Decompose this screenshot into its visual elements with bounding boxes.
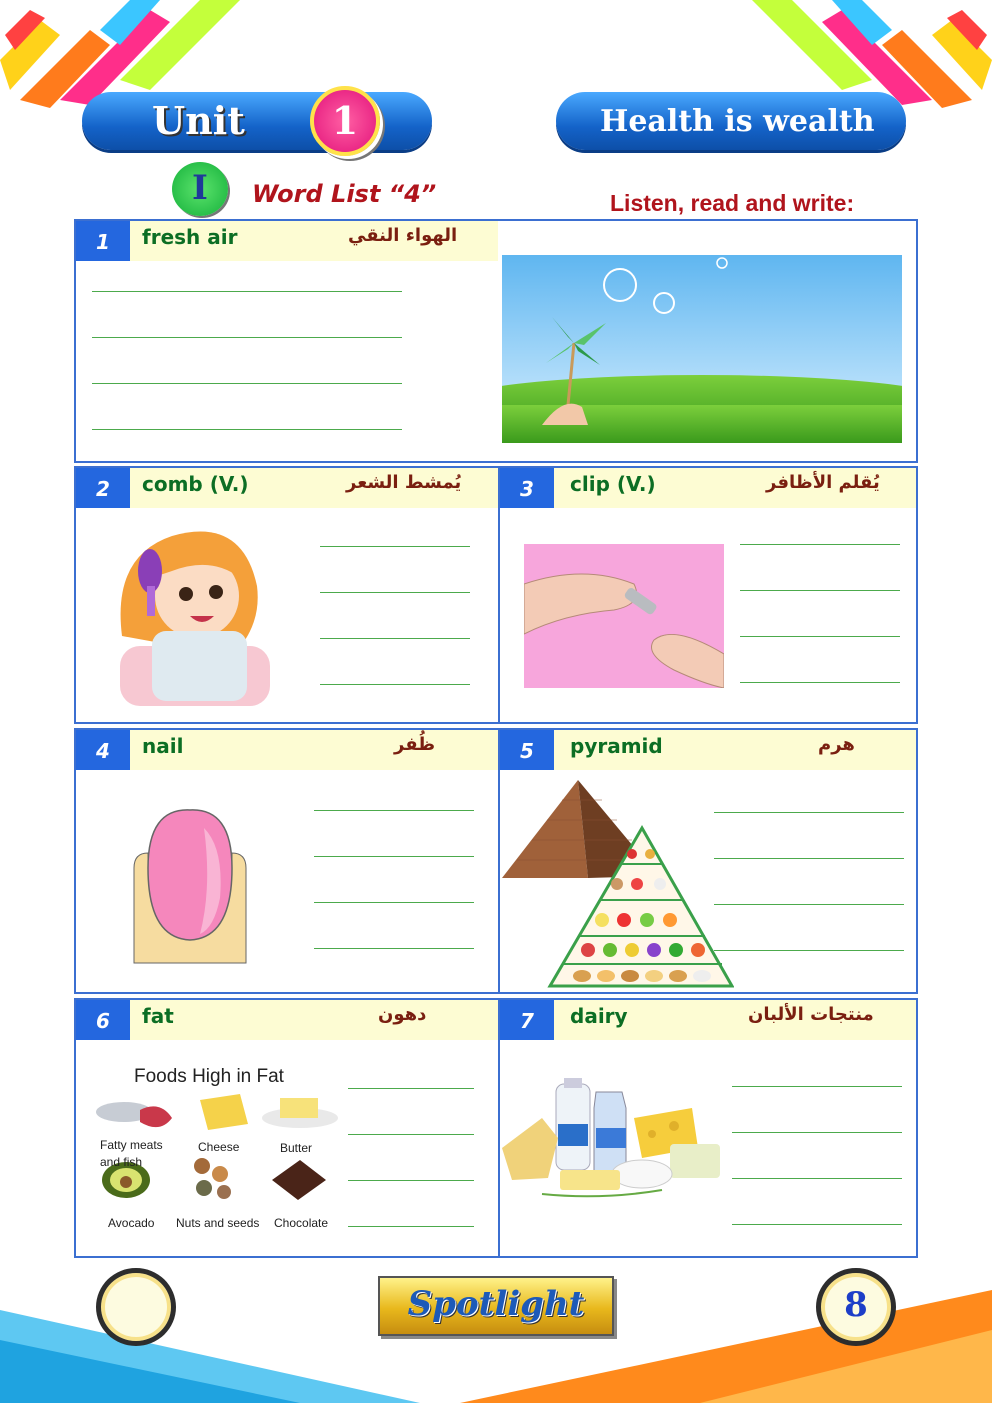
writing-line[interactable]: [92, 383, 402, 384]
spotlight-logo: [378, 1276, 614, 1336]
word-card-nail: [74, 728, 500, 994]
unit-number: 1: [331, 98, 359, 143]
page-title: Health is wealth: [600, 104, 875, 139]
fingernail-image: [132, 808, 248, 964]
fat-label-fatty-meats: Fatty meats: [100, 1138, 163, 1152]
unit-label: Unit: [152, 98, 245, 143]
writing-line[interactable]: [320, 684, 470, 685]
word-arabic: ظُفر: [394, 734, 436, 755]
writing-line[interactable]: [740, 682, 900, 683]
word-english: fresh air: [142, 225, 238, 249]
word-english: nail: [142, 734, 184, 758]
word-card-pyramid: [498, 728, 918, 994]
fat-label-and-fish: and fish: [100, 1155, 143, 1169]
unit-banner: [82, 92, 432, 150]
word-english: fat: [142, 1004, 174, 1028]
brand-name: Spotlight: [407, 1284, 585, 1324]
word-header: [76, 1000, 498, 1040]
fat-label-cheese: Cheese: [198, 1140, 240, 1154]
word-english: pyramid: [570, 734, 663, 758]
writing-line[interactable]: [314, 902, 474, 903]
word-english: dairy: [570, 1004, 628, 1028]
word-arabic: يُمشط الشعر: [346, 472, 462, 493]
title-banner: [556, 92, 906, 150]
word-arabic: يُقلم الأظافر: [766, 472, 880, 493]
page-number: 8: [844, 1285, 868, 1325]
word-card-fat: [74, 998, 500, 1258]
writing-line[interactable]: [348, 1134, 474, 1135]
writing-line[interactable]: [714, 904, 904, 905]
writing-line[interactable]: [314, 856, 474, 857]
page-number-badge: [816, 1268, 896, 1346]
word-number: 2: [76, 468, 130, 508]
writing-line[interactable]: [320, 592, 470, 593]
writing-line[interactable]: [740, 636, 900, 637]
unit-number-badge: [310, 86, 380, 156]
writing-line[interactable]: [732, 1086, 902, 1087]
instruction: Listen, read and write:: [610, 190, 855, 216]
fat-foods-image: [90, 1062, 344, 1238]
writing-line[interactable]: [320, 638, 470, 639]
section-title: Word List “4”: [252, 180, 437, 208]
word-card-dairy: [498, 998, 918, 1258]
word-arabic: الهواء النقي: [348, 225, 458, 246]
writing-line[interactable]: [732, 1132, 902, 1133]
writing-line[interactable]: [740, 590, 900, 591]
word-number: 4: [76, 730, 130, 770]
word-arabic: دهون: [378, 1004, 427, 1025]
writing-line[interactable]: [740, 544, 900, 545]
writing-line[interactable]: [732, 1224, 902, 1225]
dairy-products-image: [502, 1078, 726, 1204]
word-card-fresh-air: [74, 219, 918, 463]
word-number: 7: [500, 1000, 554, 1040]
writing-line[interactable]: [348, 1088, 474, 1089]
fresh-air-image: [502, 255, 902, 443]
writing-line[interactable]: [92, 337, 402, 338]
writing-line[interactable]: [92, 429, 402, 430]
pyramid-image: [502, 780, 734, 988]
word-card-comb: [74, 466, 500, 724]
fat-image-heading: Foods High in Fat: [134, 1066, 284, 1087]
word-number: 1: [76, 221, 130, 261]
fat-label-butter: Butter: [280, 1141, 313, 1155]
girl-combing-image: [112, 516, 282, 711]
word-english: comb (V.): [142, 472, 249, 496]
nail-clipping-image: [524, 544, 724, 688]
writing-line[interactable]: [314, 948, 474, 949]
footer-circle-left: [96, 1268, 176, 1346]
fat-label-avocado: Avocado: [108, 1216, 155, 1230]
writing-line[interactable]: [320, 546, 470, 547]
section-badge-label: I: [192, 168, 208, 208]
writing-line[interactable]: [348, 1180, 474, 1181]
word-number: 6: [76, 1000, 130, 1040]
word-number: 5: [500, 730, 554, 770]
section-badge: [172, 162, 228, 216]
word-arabic: هرم: [818, 734, 855, 755]
fat-label-chocolate: Chocolate: [274, 1216, 329, 1230]
word-card-clip: [498, 466, 918, 724]
word-arabic: منتجات الألبان: [748, 1004, 874, 1025]
writing-line[interactable]: [314, 810, 474, 811]
word-number: 3: [500, 468, 554, 508]
writing-line[interactable]: [714, 812, 904, 813]
writing-line[interactable]: [348, 1226, 474, 1227]
writing-line[interactable]: [714, 858, 904, 859]
fat-label-nuts: Nuts and seeds: [176, 1216, 260, 1230]
word-english: clip (V.): [570, 472, 656, 496]
writing-line[interactable]: [92, 291, 402, 292]
writing-line[interactable]: [714, 950, 904, 951]
writing-line[interactable]: [732, 1178, 902, 1179]
